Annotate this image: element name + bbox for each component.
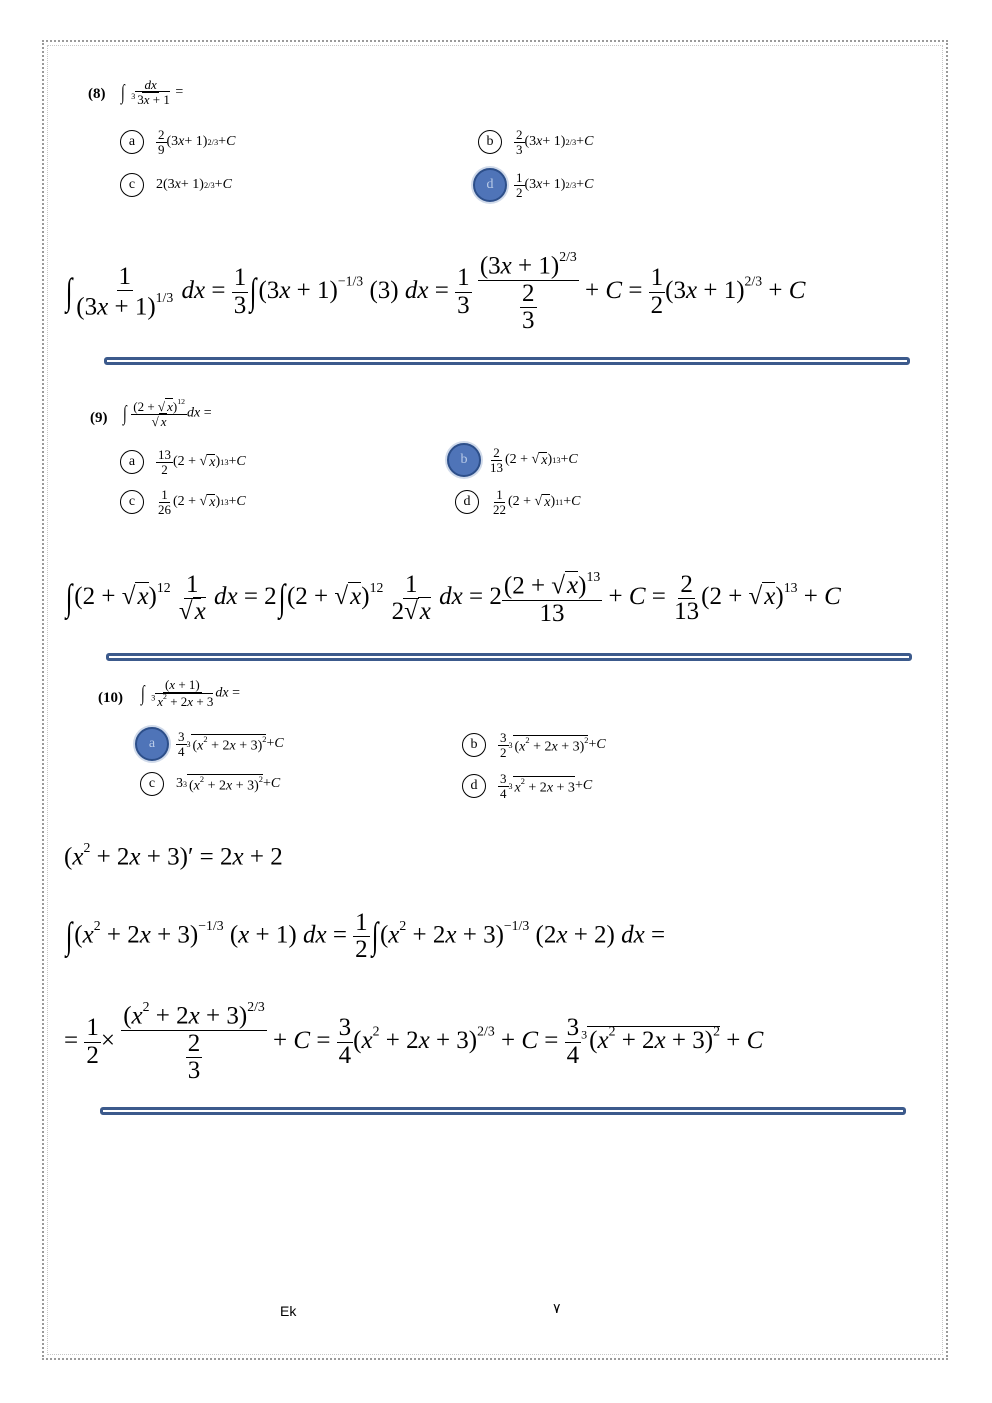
option-marker[interactable]: d [455,490,479,514]
page-number: ٧ [553,1300,561,1316]
question-expression: ∫ $\frac{dx}{^3 3x + 1}$ = [121,77,184,107]
selected-option-marker[interactable]: d [473,168,507,202]
section-divider [100,1107,906,1115]
option-d[interactable]: d 1 22 (2 + √ x ) 11 + C [455,488,580,516]
option-marker[interactable]: a [120,130,144,154]
option-c[interactable]: c 2(3 x + 1) 2/3 + C [120,173,232,197]
question-number: (8) [88,86,106,102]
question-number: (10) [98,690,123,706]
question-number: (9) [90,410,108,426]
question-expression: ∫ $\frac{(x + 1)}{^3 x^2 + 2x + 3}$ dx = [141,677,241,709]
option-b[interactable]: b 3 2 3 $(x^2 + 2x + 3)^2$ + C [462,731,606,759]
option-c[interactable]: c 3 3 $(x^2 + 2x + 3)^2$ + C [140,772,280,796]
solution-line: ∫ $\frac{1}{(3x + 1)^{1/3}}$ dx = $\frac{1}{3}$ $\int(3x + 1)^{-1/3}$ (3) dx = $\frac{1}{3}$ $\frac{(3x + 1)^{2/3}}{\frac{2}{3}}$ + C = $\frac{1}{2}$ $(3x + 1)^{2/3} + C$ [65,249,806,334]
selected-option-marker[interactable]: a [135,727,169,761]
option-marker[interactable]: b [462,733,486,757]
option-a[interactable]: a 3 4 3 $(x^2 + 2x + 3)^2$ + C [140,727,284,761]
option-d[interactable]: d 1 2 (3 x + 1) 2/3 + C [478,168,593,202]
option-b[interactable]: b 2 3 (3 x + 1) 2/3 + C [478,128,593,156]
option-a[interactable]: a 13 2 (2 + √ x ) 13 + C [120,448,246,476]
option-d[interactable]: d 3 4 3 $x^2 + 2x + 3$ + C [462,772,592,800]
option-marker[interactable]: c [140,772,164,796]
footer-left-text: Ek [280,1303,297,1319]
solution-line: $\int(x^2 + 2x + 3)^{-1/3}$ (x + 1) dx = $\frac{1}{2}$ $\int(x^2 + 2x + 3)^{-1/3}$ (2x + 2) dx = [65,909,666,964]
option-b[interactable]: b 2 13 (2 + √ x ) 13 + C [452,443,578,477]
solution-line: $(x^2 + 2x + 3)' = 2x + 2$ [64,840,283,871]
section-divider [104,357,910,365]
section-divider [106,653,912,661]
option-marker[interactable]: d [462,774,486,798]
option-a[interactable]: a 2 9 (3 x + 1) 2/3 + C [120,128,235,156]
option-marker[interactable]: c [120,490,144,514]
question-expression: ∫ $\frac{(2 + √ x)^{12}}{√ x}$ dx = [123,397,212,429]
option-c[interactable]: c 1 26 (2 + √ x ) 13 + C [120,488,246,516]
option-marker[interactable]: b [478,130,502,154]
option-marker[interactable]: a [120,450,144,474]
selected-option-marker[interactable]: b [447,443,481,477]
option-marker[interactable]: c [120,173,144,197]
solution-line: $\int(2 + √x)^{12}$ $\frac{1}{√x}$ dx = $2\int(2 + √x)^{12}$ $\frac{1}{2√x}$ dx = 2 $\frac{(2 + √x)^{13}}{13}$ + C = $\frac{2}{13}$ $(2 + √x)^{13} + C$ [65,569,841,627]
solution-line: = $\frac{1}{2}$ × $\frac{(x^2 + 2x + 3)^{2/3}}{\frac{2}{3}}$ + C = $\frac{3}{4}$ $(x^2 + 2x + 3)^{2/3} + C$ = $\frac{3}{4}$ $^3(x^2 + 2x + 3)^2 + C$ [64,999,764,1084]
